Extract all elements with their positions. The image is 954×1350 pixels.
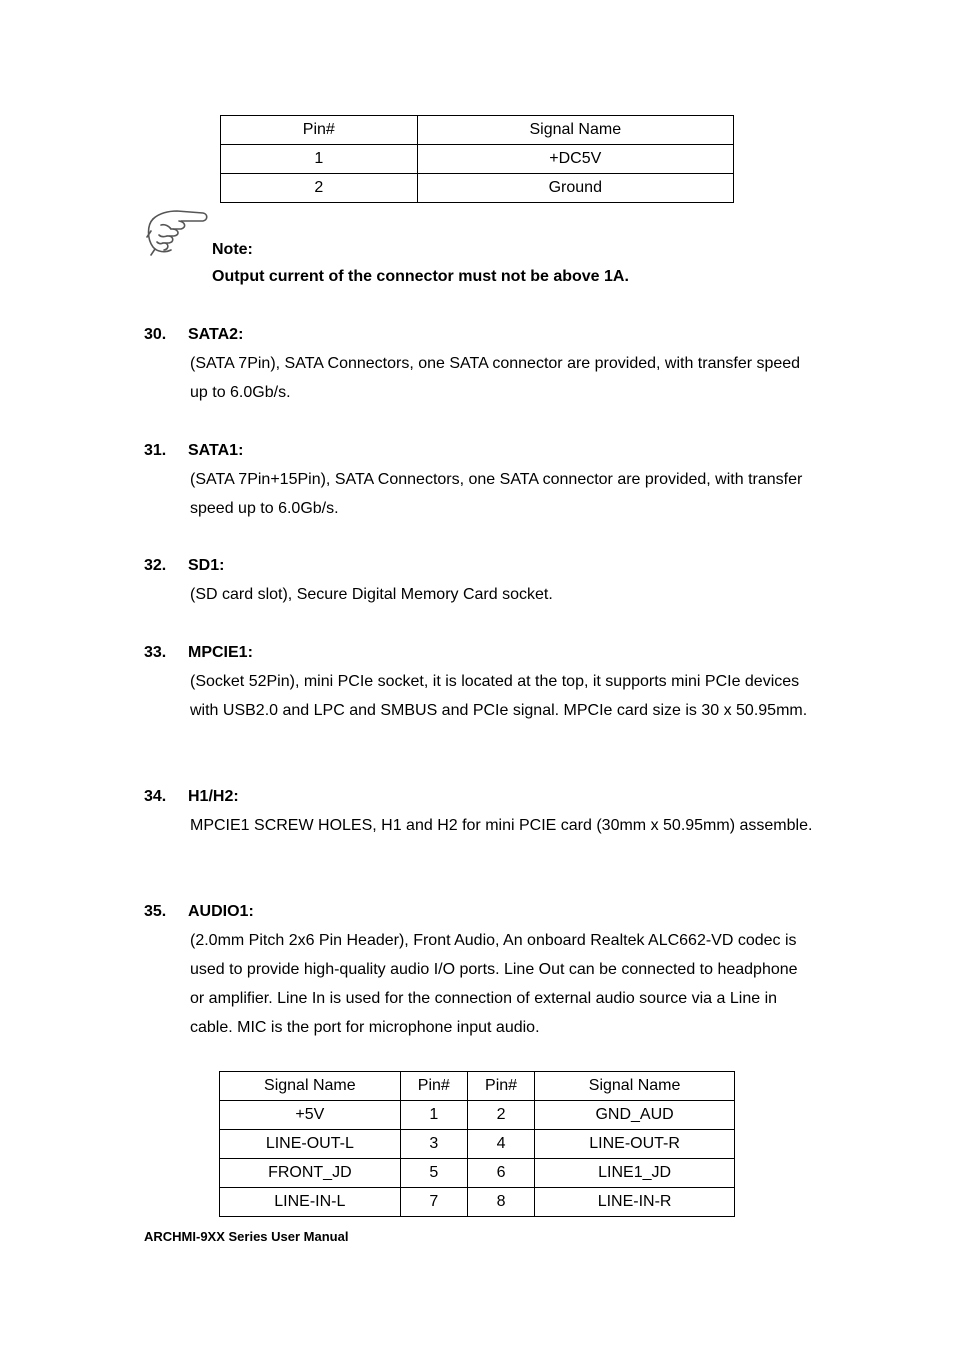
- table-cell: 6: [467, 1159, 534, 1188]
- table-row: [220, 1159, 735, 1188]
- table-row: [220, 1101, 735, 1130]
- pointing-hand-icon: [143, 205, 211, 257]
- table-header-cell: Signal Name: [535, 1072, 735, 1101]
- section-heading: [144, 551, 815, 580]
- section-title: SATA1:: [188, 442, 244, 459]
- section-sd1: [144, 551, 815, 609]
- table-cell: LINE-OUT-R: [535, 1130, 735, 1159]
- section-number: 34.: [144, 788, 167, 805]
- section-heading: [144, 320, 815, 349]
- table-cell: +DC5V: [417, 145, 733, 174]
- table-cell: Ground: [417, 174, 733, 203]
- section-number: 32.: [144, 557, 167, 574]
- page-footer: ARCHMI-9XX Series User Manual: [144, 1229, 349, 1244]
- note-title: Note:: [212, 241, 253, 258]
- section-number: 30.: [144, 326, 167, 343]
- table-cell: 1: [221, 145, 418, 174]
- table-header-cell: Pin#: [467, 1072, 534, 1101]
- power-pin-table: [220, 115, 734, 203]
- section-number: 35.: [144, 903, 167, 920]
- table-cell: 4: [467, 1130, 534, 1159]
- table-cell: LINE-IN-R: [535, 1188, 735, 1217]
- table-cell: +5V: [220, 1101, 401, 1130]
- table-row: [221, 174, 734, 203]
- table-cell: 8: [467, 1188, 534, 1217]
- table-cell: 5: [400, 1159, 467, 1188]
- table-header-cell: Pin#: [221, 116, 418, 145]
- section-heading: [144, 782, 815, 811]
- section-title: SATA2:: [188, 326, 244, 343]
- section-mpcie1: [144, 638, 815, 725]
- section-title: H1/H2:: [188, 788, 239, 805]
- section-body: MPCIE1 SCREW HOLES, H1 and H2 for mini PCIE card (30mm x 50.95mm) assemble.: [190, 817, 813, 834]
- table-cell: GND_AUD: [535, 1101, 735, 1130]
- table-cell: LINE1_JD: [535, 1159, 735, 1188]
- table-row: [221, 145, 734, 174]
- section-audio1: [144, 897, 815, 1042]
- section-title: AUDIO1:: [188, 903, 254, 920]
- section-number: 31.: [144, 442, 167, 459]
- section-body: (Socket 52Pin), mini PCIe socket, it is located at the top, it supports mini PCIe devices with USB2.0 and LPC and SMBUS and PCIe signal. MPCIe card size is 30 x 50.95mm.: [190, 673, 808, 719]
- table-cell: 1: [400, 1101, 467, 1130]
- section-h1-h2: [144, 782, 815, 840]
- table-cell: LINE-OUT-L: [220, 1130, 401, 1159]
- table-header-row: [220, 1072, 735, 1101]
- section-heading: [144, 897, 815, 926]
- table-header-row: [221, 116, 734, 145]
- section-body: (SD card slot), Secure Digital Memory Card socket.: [190, 586, 553, 603]
- table-cell: 2: [221, 174, 418, 203]
- table-cell: FRONT_JD: [220, 1159, 401, 1188]
- section-title: SD1:: [188, 557, 225, 574]
- section-sata1: [144, 436, 815, 523]
- section-number: 33.: [144, 644, 167, 661]
- table-row: [220, 1130, 735, 1159]
- table-header-cell: Pin#: [400, 1072, 467, 1101]
- table-cell: 7: [400, 1188, 467, 1217]
- note-text: Output current of the connector must not be above 1A.: [212, 268, 629, 285]
- section-heading: [144, 638, 815, 667]
- audio-pin-table: [219, 1071, 735, 1217]
- table-cell: LINE-IN-L: [220, 1188, 401, 1217]
- section-title: MPCIE1:: [188, 644, 253, 661]
- table-cell: 2: [467, 1101, 534, 1130]
- table-cell: 3: [400, 1130, 467, 1159]
- section-body: (SATA 7Pin), SATA Connectors, one SATA connector are provided, with transfer speed up to 6.0Gb/s.: [190, 355, 801, 401]
- section-sata2: [144, 320, 815, 407]
- section-body: (2.0mm Pitch 2x6 Pin Header), Front Audio, An onboard Realtek ALC662-VD codec is used to provide high-quality audio I/O ports. Line Out can be connected to headphone or amplifier. Line In is used for the connection of external audio source via a Line in cable. MIC is the port for microphone input audio.: [190, 932, 798, 1036]
- section-body: (SATA 7Pin+15Pin), SATA Connectors, one SATA connector are provided, with transfer speed up to 6.0Gb/s.: [190, 471, 803, 517]
- table-header-cell: Signal Name: [220, 1072, 401, 1101]
- table-row: [220, 1188, 735, 1217]
- table-header-cell: Signal Name: [417, 116, 733, 145]
- section-heading: [144, 436, 815, 465]
